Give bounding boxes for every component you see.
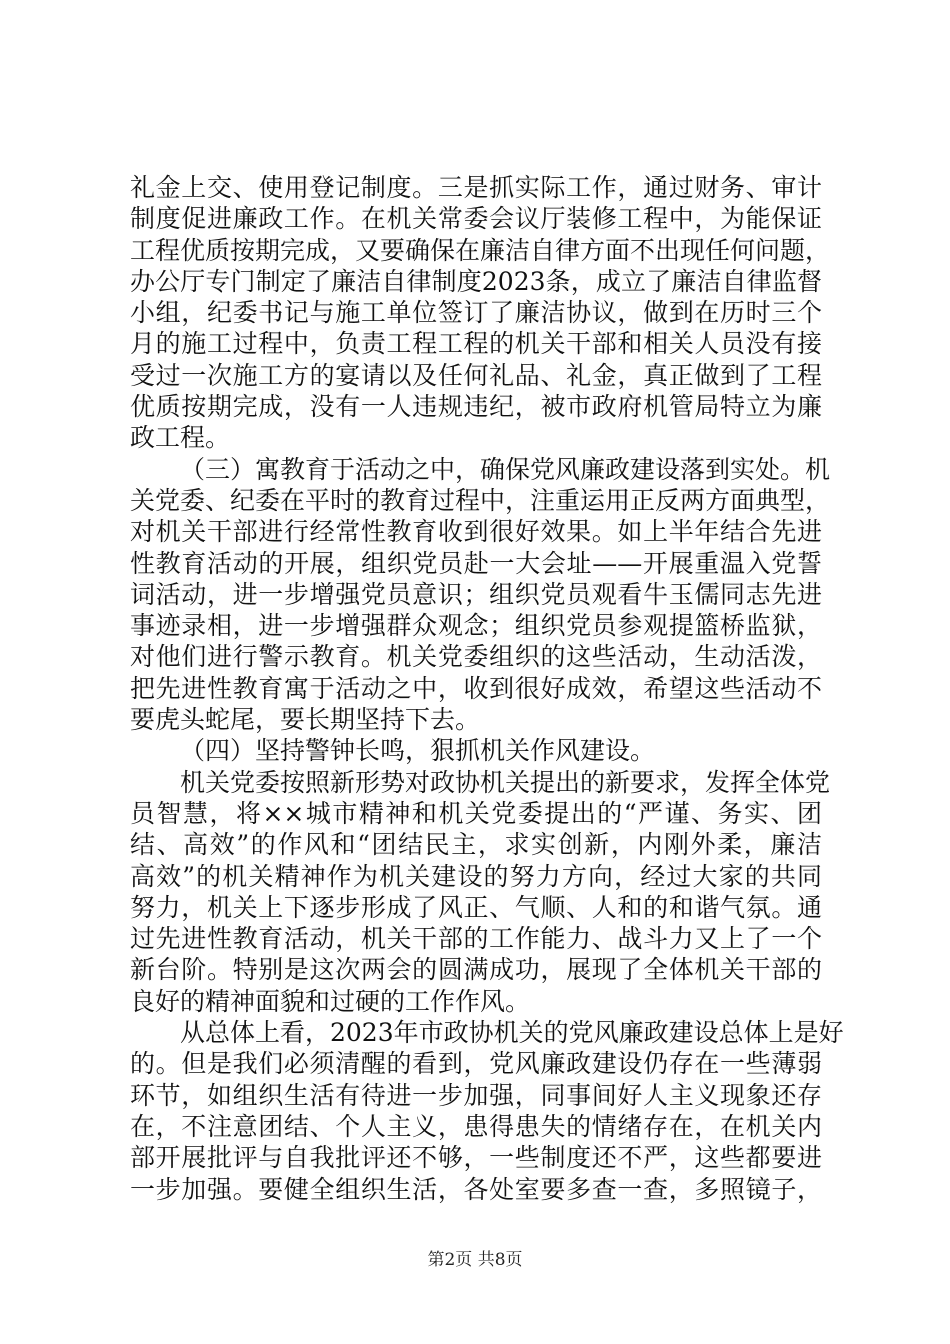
text-line: 办公厅专门制定了廉洁自律制度2023条，成立了廉洁自律监督 (130, 266, 822, 296)
section-heading-3: （三）寓教育于活动之中，确保党风廉政建设落到实处。机 (180, 454, 831, 484)
text-line: 一步加强。要健全组织生活，各处室要多查一查，多照镜子， (130, 1174, 822, 1204)
text-line: 词活动，进一步增强党员意识；组织党员观看牛玉儒同志先进 (130, 579, 822, 609)
text-line: 员智慧，将××城市精神和机关党委提出的“严谨、务实、团 (130, 798, 822, 828)
text-line: 新台阶。特别是这次两会的圆满成功，展现了全体机关干部的 (130, 955, 822, 985)
text-line: 过先进性教育活动，机关干部的工作能力、战斗力又上了一个 (130, 924, 822, 954)
text-line: 礼金上交、使用登记制度。三是抓实际工作，通过财务、审计 (130, 173, 822, 202)
paragraph-start: 机关党委按照新形势对政协机关提出的新要求，发挥全体党 (180, 767, 831, 797)
text-line: 受过一次施工方的宴请以及任何礼品、礼金，真正做到了工程 (130, 360, 822, 390)
document-body (130, 172, 844, 1205)
text-line: 事迹录相，进一步增强群众观念；组织党员参观提篮桥监狱， (130, 611, 822, 641)
text-line: 高效”的机关精神作为机关建设的努力方向，经过大家的共同 (130, 861, 822, 891)
text-line: 把先进性教育寓于活动之中，收到很好成效，希望这些活动不 (130, 673, 822, 703)
text-line: 制度促进廉政工作。在机关常委会议厅装修工程中，为能保证 (130, 204, 822, 234)
section-heading-4: （四）坚持警钟长鸣，狠抓机关作风建设。 (180, 736, 656, 766)
text-line: 性教育活动的开展，组织党员赴一大会址——开展重温入党誓 (130, 548, 822, 578)
text-line: 努力，机关上下逐步形成了风正、气顺、人和的和谐气氛。通 (130, 892, 822, 922)
text-line: 小组，纪委书记与施工单位签订了廉洁协议，做到在历时三个 (130, 298, 822, 328)
text-line: 对他们进行警示教育。机关党委组织的这些活动，生动活泼， (130, 642, 822, 672)
page-number-label: 第2页 共8页 (427, 1250, 523, 1270)
text-line: 在，不注意团结、个人主义，患得患失的情绪存在，在机关内 (130, 1111, 822, 1141)
text-line: 关党委、纪委在平时的教育过程中，注重运用正反两方面典型， (130, 485, 831, 515)
text-line: 优质按期完成，没有一人违规违纪，被市政府机管局特立为廉 (130, 392, 822, 422)
text-line: 工程优质按期完成，又要确保在廉洁自律方面不出现任何问题， (130, 235, 831, 265)
text-line: 月的施工过程中，负责工程工程的机关干部和相关人员没有接 (130, 329, 822, 359)
text-line: 部开展批评与自我批评还不够，一些制度还不严，这些都要进 (130, 1143, 822, 1173)
text-line: 对机关干部进行经常性教育收到很好效果。如上半年结合先进 (130, 517, 822, 547)
paragraph-start: 从总体上看，2023年市政协机关的党风廉政建设总体上是好 (180, 1018, 844, 1048)
page-footer (0, 1245, 950, 1270)
text-line: 政工程。 (130, 423, 231, 453)
text-line: 的。但是我们必须清醒的看到，党风廉政建设仍存在一些薄弱 (130, 1049, 822, 1079)
text-line: 结、高效”的作风和“团结民主，求实创新，内刚外柔，廉洁 (130, 830, 822, 860)
text-line: 良好的精神面貌和过硬的工作作风。 (130, 986, 531, 1016)
text-line: 要虎头蛇尾，要长期坚持下去。 (130, 705, 481, 735)
text-line: 环节，如组织生活有待进一步加强，同事间好人主义现象还存 (130, 1080, 822, 1110)
